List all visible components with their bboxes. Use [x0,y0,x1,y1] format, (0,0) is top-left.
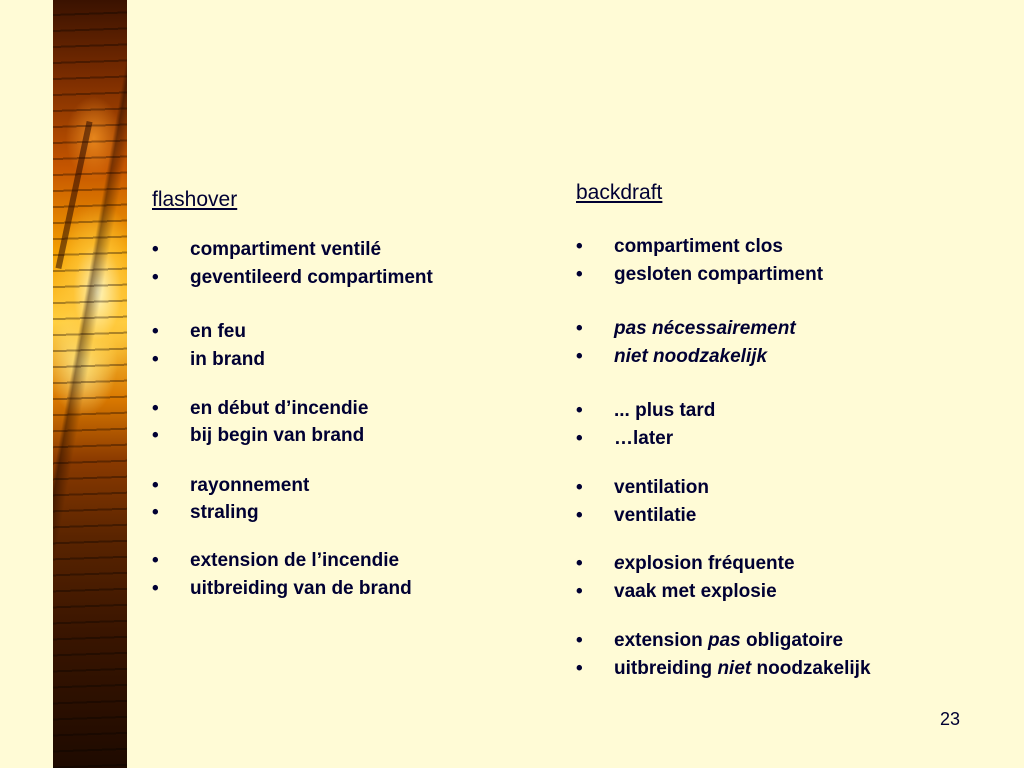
list-item-text: niet noodzakelijk [614,346,768,367]
text-fragment: xplosion fréquente [624,553,795,574]
bullet: • [152,239,159,260]
bullet: • [576,428,583,449]
bullet: • [576,400,583,421]
bullet: • [576,346,583,367]
bullet: • [152,267,159,288]
bullet: • [152,425,159,446]
list-item-text [614,552,795,576]
italic-fragment: e [614,553,625,574]
bullet: • [152,398,159,419]
list-item-text: ventilatie [614,505,697,526]
list-item-text: compartiment clos [614,236,783,257]
bullet: • [152,321,159,342]
list-item-text: in brand [190,349,265,370]
italic-fragment: pas [707,630,741,651]
bullet: • [152,502,159,523]
list-item-text: straling [190,502,259,523]
bullet: • [152,475,159,496]
bullet: • [576,318,583,339]
list-item-text [614,629,843,653]
page-number: 23 [940,709,961,729]
bullet: • [576,553,583,574]
list-item-text: bij begin van brand [190,425,365,446]
list-item-text: compartiment ventilé [190,239,382,260]
fire-photo-strip [53,0,127,768]
bullet: • [576,264,583,285]
italic-fragment: niet [717,658,752,679]
bullet: • [576,658,583,679]
list-item-text: geventileerd compartiment [190,267,433,288]
text-fragment: noodzakelijk [751,658,871,679]
bullet: • [576,581,583,602]
text-fragment: obligatoire [740,630,844,651]
backdraft-heading: backdraft [576,181,663,204]
text-fragment: uitbreiding [614,658,718,679]
bullet: • [152,349,159,370]
list-item-text: ventilation [614,477,710,498]
list-item-text: vaak met explosie [614,581,777,602]
list-item-text [614,657,871,681]
bullet: • [152,578,159,599]
bullet: • [576,630,583,651]
bullet: • [576,236,583,257]
flashover-heading: flashover [152,188,238,211]
list-item-text: gesloten compartiment [614,264,824,285]
list-item-text: en début d’incendie [190,398,369,419]
text-fragment: extension [614,630,708,651]
list-item-text: rayonnement [190,475,310,496]
bullet: • [576,477,583,498]
list-item-text: pas nécessairement [614,318,796,339]
list-item-text: en feu [190,321,246,342]
list-item-text: extension de l’incendie [190,550,400,571]
list-item-text: ... plus tard [614,400,716,421]
bullet: • [576,505,583,526]
bullet: • [152,550,159,571]
list-item-text: …later [614,428,674,449]
list-item-text: uitbreiding van de brand [190,578,412,599]
